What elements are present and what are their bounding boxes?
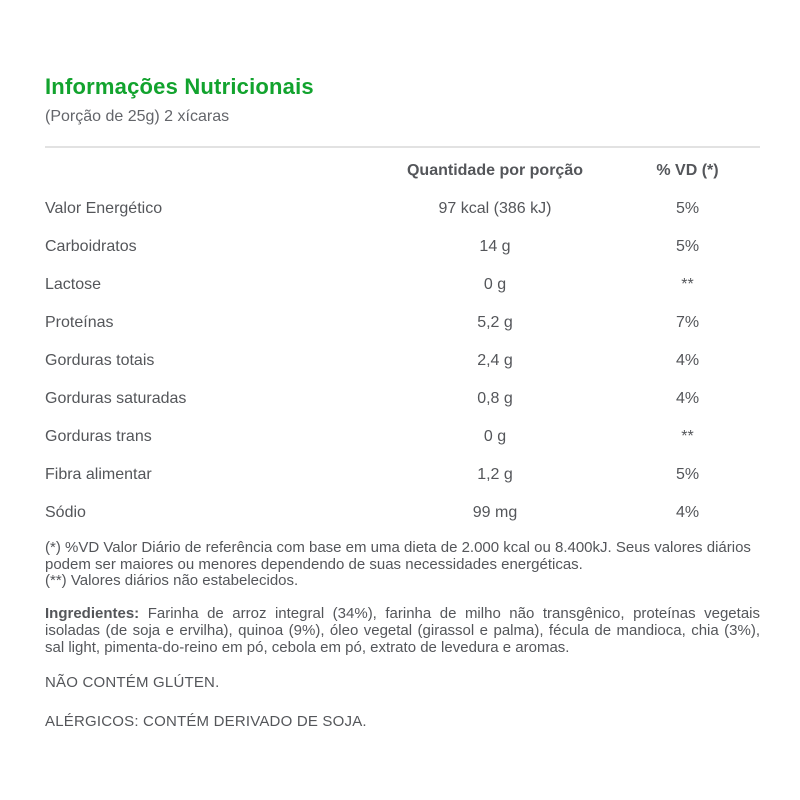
nutrient-label: Proteínas xyxy=(45,314,114,331)
panel-title: Informações Nutricionais xyxy=(45,74,314,99)
nutrient-quantity: 0,8 g xyxy=(477,390,513,407)
ingredients-text: Farinha de arroz integral (34%), farinha de milho não transgênico, proteínas vegetais isoladas (de soja e ervilha), quinoa (9%), óleo vegetal (girassol e palma), fécula de mandioca, chia (3%), sal light, pimenta-do-reino em pó, cebola em pó, extrato de levedura e aromas. xyxy=(45,604,760,656)
table-row xyxy=(45,456,760,494)
footnotes xyxy=(45,540,760,590)
not-established-footnote: (**) Valores diários não estabelecidos. xyxy=(45,572,299,589)
gluten-free-claim: NÃO CONTÉM GLÚTEN. xyxy=(45,673,220,691)
nutrient-dv: ** xyxy=(681,276,694,293)
table-row xyxy=(45,190,760,228)
table-row xyxy=(45,380,760,418)
nutrient-label: Gorduras saturadas xyxy=(45,390,187,407)
nutrient-dv: 4% xyxy=(675,390,700,407)
nutrient-dv: 4% xyxy=(675,352,700,369)
nutrient-dv: 5% xyxy=(675,466,700,483)
allergen-claim: ALÉRGICOS: CONTÉM DERIVADO DE SOJA. xyxy=(45,712,367,730)
header-dv: % VD (*) xyxy=(656,162,719,179)
table-row xyxy=(45,266,760,304)
table-row xyxy=(45,342,760,380)
serving-size: (Porção de 25g) 2 xícaras xyxy=(45,108,230,125)
nutrient-quantity: 0 g xyxy=(483,428,507,445)
divider xyxy=(45,146,760,148)
ingredients-paragraph xyxy=(45,605,760,656)
table-header-row xyxy=(45,152,760,190)
nutrient-dv: 4% xyxy=(675,504,700,521)
nutrient-quantity: 2,4 g xyxy=(477,352,513,369)
table-row xyxy=(45,304,760,342)
table-row xyxy=(45,418,760,456)
nutrient-label: Valor Energético xyxy=(45,200,163,217)
nutrient-dv: 5% xyxy=(675,238,700,255)
table-row xyxy=(45,228,760,266)
nutrient-label: Fibra alimentar xyxy=(45,466,152,483)
nutrient-quantity: 97 kcal (386 kJ) xyxy=(438,200,552,217)
nutrition-table xyxy=(45,152,760,532)
nutrition-facts-panel xyxy=(45,76,760,730)
nutrient-label: Lactose xyxy=(45,276,102,293)
nutrient-quantity: 14 g xyxy=(479,238,511,255)
nutrient-dv: 7% xyxy=(675,314,700,331)
nutrient-quantity: 0 g xyxy=(483,276,507,293)
nutrient-dv: 5% xyxy=(675,200,700,217)
header-quantity: Quantidade por porção xyxy=(406,162,583,179)
nutrient-label: Sódio xyxy=(45,504,86,521)
nutrient-label: Carboidratos xyxy=(45,238,137,255)
nutrient-dv: ** xyxy=(681,428,694,445)
dv-footnote: (*) %VD Valor Diário de referência com base em uma dieta de 2.000 kcal ou 8.400kJ. Seus valores diários podem ser maiores ou menores dependendo de suas necessidades energéticas. xyxy=(45,539,751,573)
nutrient-quantity: 5,2 g xyxy=(477,314,513,331)
nutrient-label: Gorduras totais xyxy=(45,352,155,369)
table-row xyxy=(45,494,760,532)
nutrient-quantity: 1,2 g xyxy=(477,466,513,483)
nutrient-label: Gorduras trans xyxy=(45,428,152,445)
nutrient-quantity: 99 mg xyxy=(472,504,518,521)
ingredients-label: Ingredientes: xyxy=(45,604,140,622)
